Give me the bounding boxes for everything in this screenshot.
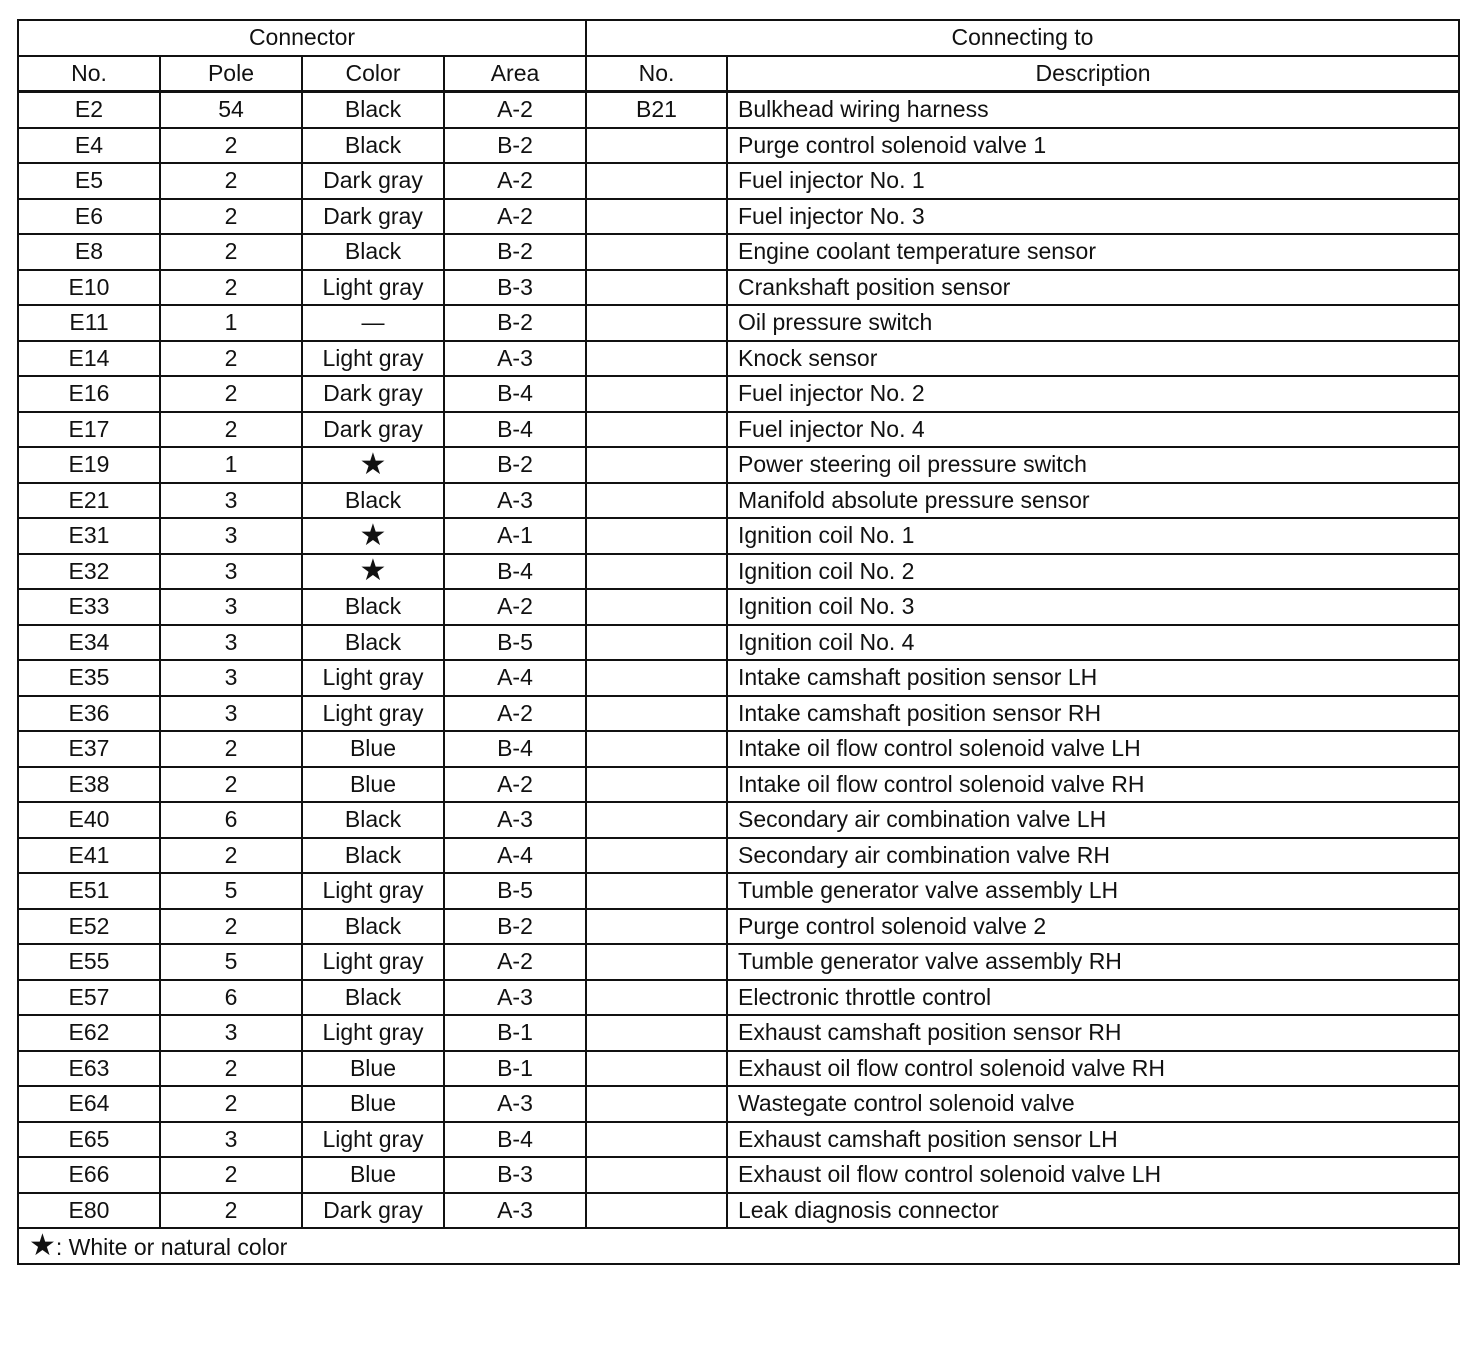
- cell-no: E57: [18, 980, 160, 1016]
- table-row: [18, 1193, 1459, 1229]
- cell-area: A-3: [444, 802, 586, 838]
- cell-pole: 2: [160, 1193, 302, 1229]
- cell-pole: 2: [160, 909, 302, 945]
- cell-pole: 3: [160, 660, 302, 696]
- cell-pole: 3: [160, 1015, 302, 1051]
- cell-pole: 2: [160, 234, 302, 270]
- cell-color: Black: [302, 128, 444, 164]
- cell-no: E11: [18, 305, 160, 341]
- cell-to-no: [586, 802, 727, 838]
- cell-description: Knock sensor: [727, 341, 1459, 377]
- cell-area: A-2: [444, 767, 586, 803]
- cell-pole: 54: [160, 92, 302, 128]
- cell-pole: 2: [160, 270, 302, 306]
- table-body: [18, 92, 1459, 1229]
- cell-to-no: [586, 1015, 727, 1051]
- cell-to-no: [586, 589, 727, 625]
- cell-description: Ignition coil No. 4: [727, 625, 1459, 661]
- cell-color: —: [302, 305, 444, 341]
- cell-pole: 3: [160, 483, 302, 519]
- cell-to-no: [586, 1086, 727, 1122]
- header-to-no: No.: [586, 56, 727, 92]
- cell-no: E35: [18, 660, 160, 696]
- cell-description: Power steering oil pressure switch: [727, 447, 1459, 483]
- cell-description: Exhaust camshaft position sensor LH: [727, 1122, 1459, 1158]
- cell-no: E32: [18, 554, 160, 590]
- cell-to-no: [586, 1051, 727, 1087]
- cell-area: B-3: [444, 1157, 586, 1193]
- cell-description: Purge control solenoid valve 2: [727, 909, 1459, 945]
- cell-pole: 2: [160, 163, 302, 199]
- cell-color: Light gray: [302, 341, 444, 377]
- cell-no: E17: [18, 412, 160, 448]
- cell-color: ★: [302, 518, 444, 554]
- table-row: [18, 163, 1459, 199]
- cell-area: B-4: [444, 554, 586, 590]
- cell-description: Fuel injector No. 1: [727, 163, 1459, 199]
- table-row: [18, 518, 1459, 554]
- cell-pole: 3: [160, 1122, 302, 1158]
- cell-description: Leak diagnosis connector: [727, 1193, 1459, 1229]
- cell-to-no: [586, 234, 727, 270]
- cell-to-no: [586, 1193, 727, 1229]
- cell-pole: 2: [160, 731, 302, 767]
- cell-color: Light gray: [302, 1015, 444, 1051]
- cell-area: A-3: [444, 1193, 586, 1229]
- cell-to-no: [586, 305, 727, 341]
- cell-no: E4: [18, 128, 160, 164]
- cell-to-no: B21: [586, 92, 727, 128]
- header-connector: Connector: [18, 20, 586, 56]
- table-row: [18, 767, 1459, 803]
- cell-area: B-1: [444, 1015, 586, 1051]
- header-description: Description: [727, 56, 1459, 92]
- cell-area: B-2: [444, 234, 586, 270]
- cell-area: B-4: [444, 1122, 586, 1158]
- cell-description: Ignition coil No. 1: [727, 518, 1459, 554]
- cell-color: Light gray: [302, 696, 444, 732]
- footnote-row: [18, 1228, 1459, 1264]
- cell-description: Intake camshaft position sensor RH: [727, 696, 1459, 732]
- cell-to-no: [586, 199, 727, 235]
- header-connecting-to: Connecting to: [586, 20, 1459, 56]
- cell-description: Ignition coil No. 2: [727, 554, 1459, 590]
- table-row: [18, 92, 1459, 128]
- cell-pole: 2: [160, 1086, 302, 1122]
- cell-description: Exhaust camshaft position sensor RH: [727, 1015, 1459, 1051]
- cell-description: Exhaust oil flow control solenoid valve LH: [727, 1157, 1459, 1193]
- cell-area: B-5: [444, 873, 586, 909]
- cell-description: Fuel injector No. 2: [727, 376, 1459, 412]
- cell-description: Crankshaft position sensor: [727, 270, 1459, 306]
- cell-to-no: [586, 625, 727, 661]
- cell-description: Intake oil flow control solenoid valve RH: [727, 767, 1459, 803]
- cell-no: E63: [18, 1051, 160, 1087]
- cell-to-no: [586, 660, 727, 696]
- cell-no: E10: [18, 270, 160, 306]
- cell-to-no: [586, 767, 727, 803]
- cell-no: E38: [18, 767, 160, 803]
- table-row: [18, 128, 1459, 164]
- cell-area: B-2: [444, 909, 586, 945]
- cell-color: Black: [302, 909, 444, 945]
- cell-color: Blue: [302, 1086, 444, 1122]
- cell-pole: 2: [160, 376, 302, 412]
- cell-area: A-2: [444, 696, 586, 732]
- cell-to-no: [586, 483, 727, 519]
- cell-description: Fuel injector No. 3: [727, 199, 1459, 235]
- cell-pole: 6: [160, 802, 302, 838]
- table-row: [18, 660, 1459, 696]
- cell-area: A-4: [444, 660, 586, 696]
- cell-description: Secondary air combination valve RH: [727, 838, 1459, 874]
- cell-color: Blue: [302, 767, 444, 803]
- cell-color: Dark gray: [302, 163, 444, 199]
- cell-to-no: [586, 1157, 727, 1193]
- cell-to-no: [586, 554, 727, 590]
- cell-to-no: [586, 270, 727, 306]
- table-row: [18, 838, 1459, 874]
- header-column-row: [18, 56, 1459, 92]
- cell-to-no: [586, 909, 727, 945]
- cell-pole: 3: [160, 589, 302, 625]
- cell-area: A-2: [444, 163, 586, 199]
- cell-pole: 2: [160, 341, 302, 377]
- table-row: [18, 802, 1459, 838]
- cell-no: E6: [18, 199, 160, 235]
- header-area: Area: [444, 56, 586, 92]
- table-header: [18, 20, 1459, 92]
- cell-pole: 3: [160, 554, 302, 590]
- cell-color: Dark gray: [302, 199, 444, 235]
- cell-color: Black: [302, 92, 444, 128]
- header-group-row: [18, 20, 1459, 56]
- cell-to-no: [586, 980, 727, 1016]
- footnote: [18, 1228, 1459, 1264]
- cell-color: Dark gray: [302, 412, 444, 448]
- cell-to-no: [586, 163, 727, 199]
- cell-color: Black: [302, 625, 444, 661]
- cell-area: B-2: [444, 128, 586, 164]
- cell-area: B-4: [444, 376, 586, 412]
- cell-no: E21: [18, 483, 160, 519]
- cell-color: Light gray: [302, 944, 444, 980]
- cell-pole: 2: [160, 838, 302, 874]
- table-row: [18, 412, 1459, 448]
- cell-no: E40: [18, 802, 160, 838]
- table-row: [18, 909, 1459, 945]
- cell-color: Dark gray: [302, 1193, 444, 1229]
- cell-to-no: [586, 838, 727, 874]
- cell-area: B-1: [444, 1051, 586, 1087]
- cell-area: A-2: [444, 199, 586, 235]
- table-row: [18, 1122, 1459, 1158]
- cell-color: Blue: [302, 1051, 444, 1087]
- cell-no: E52: [18, 909, 160, 945]
- cell-color: Blue: [302, 731, 444, 767]
- cell-area: A-4: [444, 838, 586, 874]
- table-row: [18, 270, 1459, 306]
- cell-no: E8: [18, 234, 160, 270]
- cell-description: Ignition coil No. 3: [727, 589, 1459, 625]
- cell-no: E33: [18, 589, 160, 625]
- connector-table: [17, 19, 1460, 1265]
- cell-description: Exhaust oil flow control solenoid valve RH: [727, 1051, 1459, 1087]
- cell-pole: 1: [160, 305, 302, 341]
- table-row: [18, 341, 1459, 377]
- cell-no: E19: [18, 447, 160, 483]
- cell-no: E65: [18, 1122, 160, 1158]
- cell-no: E41: [18, 838, 160, 874]
- star-icon: ★: [29, 1228, 56, 1262]
- cell-no: E31: [18, 518, 160, 554]
- table-row: [18, 376, 1459, 412]
- header-pole: Pole: [160, 56, 302, 92]
- cell-area: A-3: [444, 483, 586, 519]
- cell-pole: 2: [160, 1157, 302, 1193]
- table-row: [18, 944, 1459, 980]
- cell-no: E51: [18, 873, 160, 909]
- cell-area: B-2: [444, 447, 586, 483]
- table-row: [18, 1157, 1459, 1193]
- cell-no: E36: [18, 696, 160, 732]
- cell-pole: 2: [160, 1051, 302, 1087]
- footnote-text: : White or natural color: [55, 1233, 288, 1260]
- cell-color: Blue: [302, 1157, 444, 1193]
- cell-description: Manifold absolute pressure sensor: [727, 483, 1459, 519]
- header-color: Color: [302, 56, 444, 92]
- cell-no: E66: [18, 1157, 160, 1193]
- cell-to-no: [586, 376, 727, 412]
- cell-color: Black: [302, 802, 444, 838]
- cell-color: Light gray: [302, 1122, 444, 1158]
- cell-area: A-2: [444, 92, 586, 128]
- table-row: [18, 1086, 1459, 1122]
- cell-color: ★: [302, 447, 444, 483]
- cell-to-no: [586, 944, 727, 980]
- cell-description: Tumble generator valve assembly RH: [727, 944, 1459, 980]
- cell-pole: 2: [160, 412, 302, 448]
- table-row: [18, 625, 1459, 661]
- cell-area: B-5: [444, 625, 586, 661]
- cell-no: E5: [18, 163, 160, 199]
- cell-area: A-3: [444, 980, 586, 1016]
- table-row: [18, 1051, 1459, 1087]
- cell-color: Light gray: [302, 270, 444, 306]
- cell-description: Tumble generator valve assembly LH: [727, 873, 1459, 909]
- cell-color: ★: [302, 554, 444, 590]
- table-row: [18, 483, 1459, 519]
- cell-area: A-2: [444, 944, 586, 980]
- cell-to-no: [586, 128, 727, 164]
- cell-description: Purge control solenoid valve 1: [727, 128, 1459, 164]
- cell-description: Bulkhead wiring harness: [727, 92, 1459, 128]
- table-row: [18, 447, 1459, 483]
- cell-pole: 6: [160, 980, 302, 1016]
- cell-description: Engine coolant temperature sensor: [727, 234, 1459, 270]
- cell-pole: 2: [160, 767, 302, 803]
- cell-color: Black: [302, 589, 444, 625]
- cell-description: Electronic throttle control: [727, 980, 1459, 1016]
- cell-pole: 5: [160, 873, 302, 909]
- cell-area: A-3: [444, 1086, 586, 1122]
- cell-no: E2: [18, 92, 160, 128]
- cell-to-no: [586, 518, 727, 554]
- cell-color: Black: [302, 234, 444, 270]
- cell-to-no: [586, 447, 727, 483]
- table-row: [18, 589, 1459, 625]
- cell-pole: 1: [160, 447, 302, 483]
- cell-color: Black: [302, 980, 444, 1016]
- cell-no: E80: [18, 1193, 160, 1229]
- cell-area: B-4: [444, 731, 586, 767]
- cell-color: Light gray: [302, 660, 444, 696]
- cell-pole: 2: [160, 199, 302, 235]
- table-row: [18, 873, 1459, 909]
- table-row: [18, 234, 1459, 270]
- cell-pole: 3: [160, 625, 302, 661]
- cell-color: Light gray: [302, 873, 444, 909]
- cell-to-no: [586, 1122, 727, 1158]
- cell-color: Black: [302, 838, 444, 874]
- table-row: [18, 554, 1459, 590]
- cell-description: Wastegate control solenoid valve: [727, 1086, 1459, 1122]
- cell-description: Oil pressure switch: [727, 305, 1459, 341]
- cell-area: A-1: [444, 518, 586, 554]
- table-row: [18, 731, 1459, 767]
- table-row: [18, 980, 1459, 1016]
- cell-to-no: [586, 341, 727, 377]
- cell-no: E37: [18, 731, 160, 767]
- cell-no: E64: [18, 1086, 160, 1122]
- cell-to-no: [586, 873, 727, 909]
- cell-color: Dark gray: [302, 376, 444, 412]
- cell-area: B-4: [444, 412, 586, 448]
- table-row: [18, 1015, 1459, 1051]
- table-row: [18, 199, 1459, 235]
- cell-description: Fuel injector No. 4: [727, 412, 1459, 448]
- cell-pole: 5: [160, 944, 302, 980]
- table-row: [18, 305, 1459, 341]
- cell-no: E55: [18, 944, 160, 980]
- cell-pole: 3: [160, 518, 302, 554]
- cell-to-no: [586, 696, 727, 732]
- cell-description: Intake camshaft position sensor LH: [727, 660, 1459, 696]
- cell-area: A-2: [444, 589, 586, 625]
- cell-description: Intake oil flow control solenoid valve LH: [727, 731, 1459, 767]
- cell-area: A-3: [444, 341, 586, 377]
- cell-area: B-2: [444, 305, 586, 341]
- cell-to-no: [586, 731, 727, 767]
- cell-no: E14: [18, 341, 160, 377]
- cell-area: B-3: [444, 270, 586, 306]
- cell-no: E62: [18, 1015, 160, 1051]
- cell-to-no: [586, 412, 727, 448]
- table-row: [18, 696, 1459, 732]
- cell-pole: 2: [160, 128, 302, 164]
- cell-pole: 3: [160, 696, 302, 732]
- cell-color: Black: [302, 483, 444, 519]
- header-no: No.: [18, 56, 160, 92]
- cell-no: E16: [18, 376, 160, 412]
- cell-no: E34: [18, 625, 160, 661]
- cell-description: Secondary air combination valve LH: [727, 802, 1459, 838]
